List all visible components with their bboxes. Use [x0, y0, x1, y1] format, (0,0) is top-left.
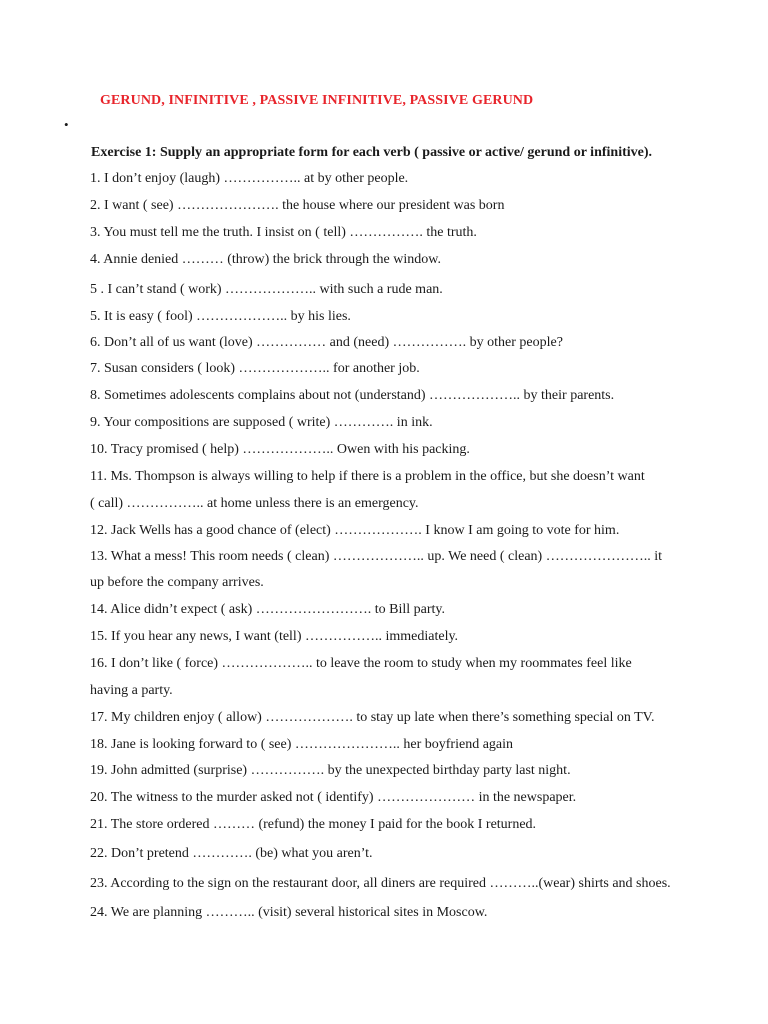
exercise-line: 5. It is easy ( fool) ……………….. by his lies.: [90, 309, 351, 324]
exercise-line: 21. The store ordered ……… (refund) the money I paid for the book I returned.: [90, 817, 537, 832]
exercise-line: 1. I don’t enjoy (laugh) …………….. at by other people.: [90, 171, 409, 186]
exercise-line: 5 . I can’t stand ( work) ……………….. with such a rude man.: [90, 282, 443, 297]
exercise-line: 17. My children enjoy ( allow) ………………. to stay up late when there’s something special on TV.: [90, 710, 655, 725]
exercise-line: 11. Ms. Thompson is always willing to help if there is a problem in the office, but she doesn’t want: [90, 469, 645, 484]
exercise-line: 6. Don’t all of us want (love) …………… and (need) ……………. by other people?: [90, 335, 563, 350]
exercise-line: 24. We are planning ……….. (visit) several historical sites in Moscow.: [90, 905, 488, 920]
exercise-line: 4. Annie denied ……… (throw) the brick through the window.: [90, 252, 441, 267]
exercise-line: ( call) …………….. at home unless there is an emergency.: [90, 496, 419, 511]
exercise-line: 9. Your compositions are supposed ( write) …………. in ink.: [90, 415, 433, 430]
exercise-line: 14. Alice didn’t expect ( ask) ……………………. to Bill party.: [90, 602, 446, 617]
exercise-line: 3. You must tell me the truth. I insist on ( tell) ……………. the truth.: [90, 225, 477, 240]
exercise-line: up before the company arrives.: [90, 575, 264, 590]
bullet-point: •: [64, 117, 69, 132]
exercise-line: 23. According to the sign on the restaurant door, all diners are required ………..(wear) shirts and shoes.: [90, 876, 671, 891]
exercise-heading: Exercise 1: Supply an appropriate form for each verb ( passive or active/ gerund or infinitive).: [91, 145, 653, 160]
exercise-line: 7. Susan considers ( look) ……………….. for another job.: [90, 361, 420, 376]
document-title: GERUND, INFINITIVE , PASSIVE INFINITIVE, PASSIVE GERUND: [100, 93, 534, 108]
exercise-line: 10. Tracy promised ( help) ……………….. Owen with his packing.: [90, 442, 470, 457]
exercise-line: 13. What a mess! This room needs ( clean) ……………….. up. We need ( clean) ………………….. it: [90, 549, 662, 564]
exercise-line: 2. I want ( see) …………………. the house where our president was born: [90, 198, 505, 213]
exercise-line: having a party.: [90, 683, 173, 698]
exercise-line: 22. Don’t pretend …………. (be) what you aren’t.: [90, 846, 373, 861]
exercise-line: 12. Jack Wells has a good chance of (elect) ………………. I know I am going to vote for him.: [90, 523, 620, 538]
exercise-line: 8. Sometimes adolescents complains about not (understand) ……………….. by their parents.: [90, 388, 615, 403]
exercise-line: 15. If you hear any news, I want (tell) …………….. immediately.: [90, 629, 459, 644]
exercise-line: 18. Jane is looking forward to ( see) ………………….. her boyfriend again: [90, 737, 514, 752]
exercise-line: 20. The witness to the murder asked not ( identify) ………………… in the newspaper.: [90, 790, 577, 805]
exercise-line: 19. John admitted (surprise) ……………. by the unexpected birthday party last night.: [90, 763, 571, 778]
exercise-line: 16. I don’t like ( force) ……………….. to leave the room to study when my roommates feel like: [90, 656, 632, 671]
